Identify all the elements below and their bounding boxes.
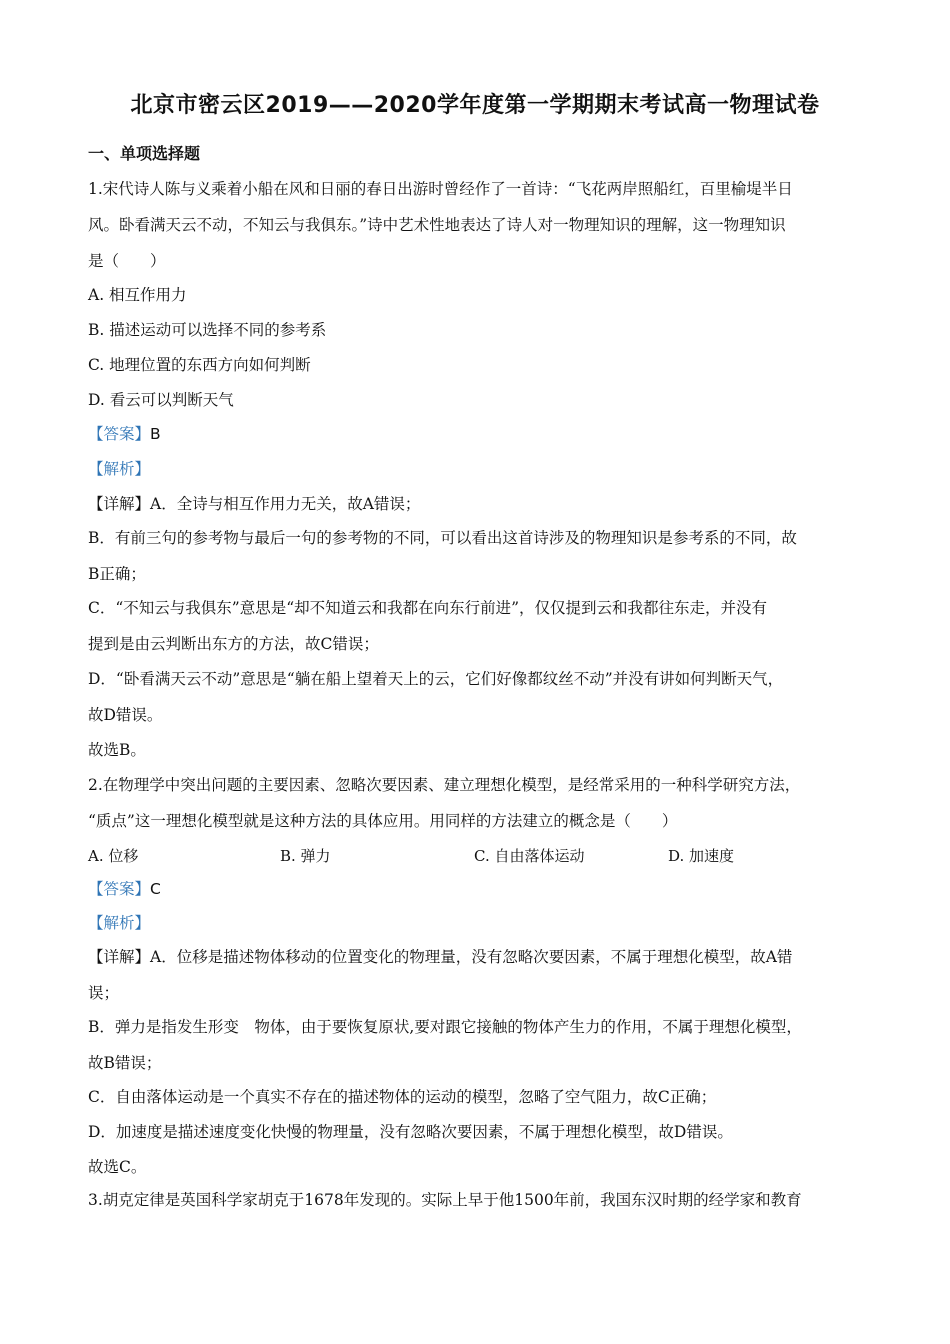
- section-heading: 一、单项选择题: [88, 144, 201, 163]
- q2-option-d: D. 加速度: [668, 847, 735, 865]
- detail-tag: 【详解】: [88, 948, 151, 966]
- detail-text: A．全诗与相互作用力无关，故A错误；: [150, 495, 421, 513]
- q2-detail-4: 故B错误；: [88, 1054, 162, 1072]
- detail-text: A．位移是描述物体移动的位置变化的物理量，没有忽略次要因素，不属于理想化模型，故A错: [150, 948, 793, 966]
- detail-tag: 【详解】: [88, 495, 151, 513]
- q1-detail-4: C．“不知云与我俱东”意思是“却不知道云和我都在向东行前进”，仅仅提到云和我都往东走，并没有: [88, 599, 768, 617]
- q2-stem-line-1: 2.在物理学中突出问题的主要因素、忽略次要因素、建立理想化模型，是经常采用的一种科学研究方法，: [88, 776, 801, 794]
- q2-stem-line-2: “质点”这一理想化模型就是这种方法的具体应用。用同样的方法建立的概念是（ ）: [88, 812, 678, 830]
- q1-stem-line-3: 是（ ）: [88, 252, 166, 270]
- page-title: 北京市密云区2019——2020学年度第一学期期末考试高一物理试卷: [130, 93, 820, 118]
- q2-detail-6: D．加速度是描述速度变化快慢的物理量，没有忽略次要因素，不属于理想化模型，故D错误。: [88, 1123, 733, 1141]
- q2-option-c: C. 自由落体运动: [474, 847, 585, 865]
- q1-detail-5: 提到是由云判断出东方的方法，故C错误；: [88, 635, 379, 653]
- q1-detail-7: 故D错误。: [88, 706, 163, 724]
- q2-detail-2: 误；: [88, 984, 120, 1002]
- q3-stem-line-1: 3.胡克定律是英国科学家胡克于1678年发现的。实际上早于他1500年前，我国东汉时期的经学家和教育: [88, 1191, 802, 1209]
- q1-answer: [88, 423, 870, 445]
- q1-detail-3: B正确；: [88, 565, 146, 583]
- q1-analysis-tag: 【解析】: [88, 460, 151, 478]
- q1-option-b: B. 描述运动可以选择不同的参考系: [88, 321, 327, 339]
- answer-tag: 【答案】: [88, 880, 151, 898]
- q2-detail-7: 故选C。: [88, 1158, 147, 1176]
- q1-detail-1: [88, 493, 870, 515]
- q2-detail-1: [88, 946, 870, 968]
- q2-detail-3: B．弹力是指发生形变 物体，由于要恢复原状,要对跟它接触的物体产生力的作用，不属于理想化模型，: [88, 1018, 802, 1036]
- q1-detail-2: B．有前三句的参考物与最后一句的参考物的不同，可以看出这首诗涉及的物理知识是参考系的不同，故: [88, 529, 797, 547]
- q2-answer: [88, 878, 870, 900]
- q1-stem-line-2: 风。卧看满天云不动，不知云与我俱东。”诗中艺术性地表达了诗人对一物理知识的理解，这一物理知识: [88, 216, 786, 234]
- q1-option-d: D. 看云可以判断天气: [88, 391, 234, 409]
- q2-option-a: A. 位移: [88, 847, 139, 865]
- q2-option-b: B. 弹力: [280, 847, 331, 865]
- q1-option-a: A. 相互作用力: [88, 286, 187, 304]
- q1-detail-8: 故选B。: [88, 741, 146, 759]
- answer-tag: 【答案】: [88, 425, 151, 443]
- q1-detail-6: D．“卧看满天云不动”意思是“躺在船上望着天上的云，它们好像都纹丝不动”并没有讲如何判断天气，: [88, 670, 784, 688]
- q1-stem-line-1: 1.宋代诗人陈与义乘着小船在风和日丽的春日出游时曾经作了一首诗：“飞花两岸照船红，百里榆堤半日: [88, 180, 793, 198]
- q1-option-c: C. 地理位置的东西方向如何判断: [88, 356, 311, 374]
- q2-analysis-tag: 【解析】: [88, 914, 151, 932]
- q2-detail-5: C．自由落体运动是一个真实不存在的描述物体的运动的模型，忽略了空气阻力，故C正确；: [88, 1088, 717, 1106]
- answer-value: B: [150, 425, 161, 443]
- answer-value: C: [150, 880, 161, 898]
